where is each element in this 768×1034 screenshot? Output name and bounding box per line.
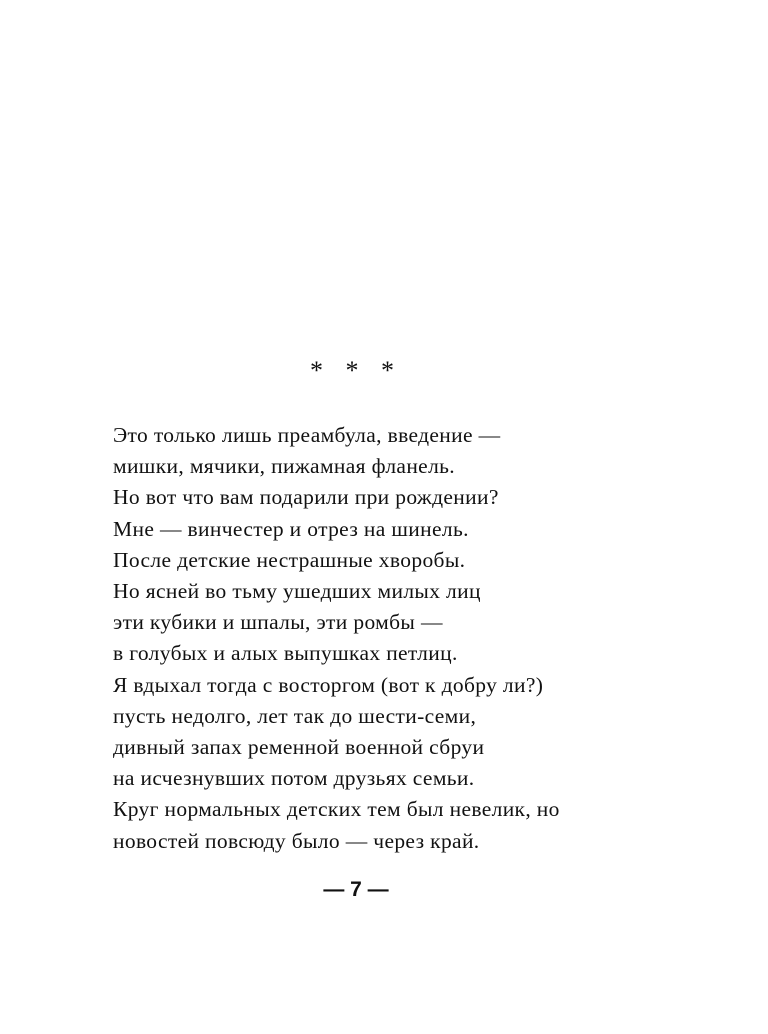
section-divider: * * * [310,356,402,385]
poem-line: После детские нестрашные хворобы. [113,547,466,572]
poem-line: на исчезнувших потом друзьях семьи. [113,766,475,791]
poem-line: Круг нормальных детских тем был невелик, но [113,797,560,822]
poem-line: дивный запах ременной военной сбруи [113,735,485,760]
page-number: — 7 — [323,878,389,901]
poem-line: эти кубики и шпалы, эти ромбы — [113,610,443,635]
poem-line: мишки, мячики, пижамная фланель. [113,454,456,479]
poem-text [113,420,733,857]
poem-line: Но вот что вам подарили при рождении? [113,485,499,510]
poem-line: Мне — винчестер и отрез на шинель. [113,516,469,541]
poem-line: Но ясней во тьму ушедших милых лиц [113,579,481,604]
poem-line: в голубых и алых выпушках петлиц. [113,641,458,666]
poem-line: новостей повсюду было — через край. [113,828,480,853]
poem-line: Я вдыхал тогда с восторгом (вот к добру ли?) [113,672,544,697]
poem-line: Это только лишь преамбула, введение — [113,423,501,447]
poem-line: пусть недолго, лет так до шести-семи, [113,703,477,728]
